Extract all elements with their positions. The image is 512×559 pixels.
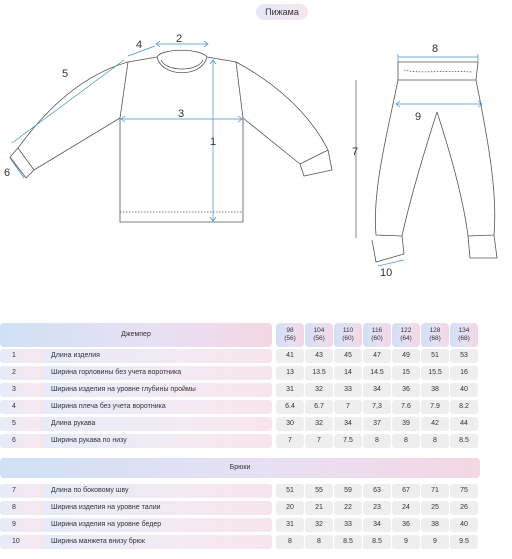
measurement-value: 63: [363, 484, 391, 498]
size-column-header: 98 (56): [276, 323, 304, 347]
row-number: 7: [0, 484, 48, 498]
measurement-value: 8: [305, 535, 333, 549]
jumper-drawing: [10, 50, 332, 222]
measurement-value: 7.6: [392, 400, 420, 414]
measurement-value: 45: [334, 349, 362, 363]
measurement-value: 59: [334, 484, 362, 498]
measurement-value: 23: [363, 501, 391, 515]
measurement-value: 32: [305, 383, 333, 397]
measurement-value: 32: [305, 417, 333, 431]
measurement-value: 67: [392, 484, 420, 498]
measurement-label: Ширина изделия на уровне талии: [43, 501, 272, 515]
measurement-value: 51: [421, 349, 449, 363]
measurement-value: 41: [276, 349, 304, 363]
measurement-value: 33: [334, 518, 362, 532]
measurement-value: 71: [421, 484, 449, 498]
row-number: 1: [0, 349, 48, 363]
measurement-value: 8.5: [450, 434, 478, 448]
dim-label-2: 2: [176, 33, 183, 45]
measurement-value: 25: [421, 501, 449, 515]
measurement-label: Ширина манжета внизу брюк: [43, 535, 272, 549]
pants-measure-lines: [356, 54, 482, 266]
row-number: 8: [0, 501, 48, 515]
measurement-label: Длина изделия: [43, 349, 272, 363]
dim-label-7: 7: [352, 146, 359, 158]
measurement-value: 7: [334, 400, 362, 414]
dim-label-9: 9: [415, 111, 422, 123]
size-column-header: 116 (60): [363, 323, 391, 347]
pants-header: Брюки: [0, 458, 480, 478]
row-number: 9: [0, 518, 48, 532]
measurement-value: 51: [276, 484, 304, 498]
measurement-value: 40: [450, 383, 478, 397]
size-column-header: 128 (68): [421, 323, 449, 347]
measurement-value: 36: [392, 518, 420, 532]
measurement-value: 36: [392, 383, 420, 397]
measurement-value: 13: [276, 366, 304, 380]
dim-label-4: 4: [136, 39, 143, 51]
measurement-value: 75: [450, 484, 478, 498]
measurement-value: 49: [392, 349, 420, 363]
measurement-value: 8.5: [334, 535, 362, 549]
measurement-value: 26: [450, 501, 478, 515]
measurement-label: Ширина плеча без учета воротника: [43, 400, 272, 414]
measurement-value: 47: [363, 349, 391, 363]
measurement-value: 38: [421, 383, 449, 397]
measurement-value: 21: [305, 501, 333, 515]
measurement-value: 7.5: [334, 434, 362, 448]
row-number: 10: [0, 535, 48, 549]
measurement-value: 8.5: [363, 535, 391, 549]
measurement-value: 16: [450, 366, 478, 380]
measurement-value: 55: [305, 484, 333, 498]
measurement-value: 8: [421, 434, 449, 448]
row-number: 5: [0, 417, 48, 431]
measurement-value: 7: [276, 434, 304, 448]
measurement-value: 14: [334, 366, 362, 380]
dim-label-3: 3: [178, 108, 185, 120]
measurement-value: 9.5: [450, 535, 478, 549]
measurement-value: 37: [363, 417, 391, 431]
dim-label-6: 6: [4, 167, 11, 179]
measurement-value: 34: [363, 383, 391, 397]
measurement-value: 8.2: [450, 400, 478, 414]
measurement-label: Ширина изделия на уровне бедер: [43, 518, 272, 532]
size-column-header: 110 (60): [334, 323, 362, 347]
measurement-value: 38: [421, 518, 449, 532]
measurement-value: 13.5: [305, 366, 333, 380]
jumper-header: Джемпер: [0, 323, 272, 347]
row-number: 2: [0, 366, 48, 380]
measurement-label: Ширина горловины без учета воротника: [43, 366, 272, 380]
dim-label-8: 8: [432, 43, 439, 55]
row-number: 4: [0, 400, 48, 414]
measurement-value: 9: [392, 535, 420, 549]
measurement-label: Ширина рукава по низу: [43, 434, 272, 448]
measurement-value: 8: [363, 434, 391, 448]
measurement-value: 15: [392, 366, 420, 380]
measurement-value: 34: [363, 518, 391, 532]
size-column-header: 104 (56): [305, 323, 333, 347]
measurement-value: 7.9: [421, 400, 449, 414]
measurement-value: 22: [334, 501, 362, 515]
dim-label-10: 10: [380, 267, 393, 279]
dim-label-5: 5: [62, 68, 69, 80]
dim-label-1: 1: [210, 136, 217, 148]
measurement-value: 44: [450, 417, 478, 431]
measurement-value: 42: [421, 417, 449, 431]
measurement-label: Ширина изделия на уровне глубины проймы: [43, 383, 272, 397]
measurement-value: 43: [305, 349, 333, 363]
measurement-value: 39: [392, 417, 420, 431]
measurement-value: 31: [276, 518, 304, 532]
measurement-value: 15.5: [421, 366, 449, 380]
jumper-measure-lines: [10, 41, 242, 221]
size-column-header: 134 (68): [450, 323, 478, 347]
measurement-value: 14.5: [363, 366, 391, 380]
measurement-value: 20: [276, 501, 304, 515]
measurement-value: 6.4: [276, 400, 304, 414]
measurement-value: 53: [450, 349, 478, 363]
measurement-value: 6.7: [305, 400, 333, 414]
measurement-value: 31: [276, 383, 304, 397]
measurement-value: 7: [305, 434, 333, 448]
measurement-label: Длина рукава: [43, 417, 272, 431]
measurement-value: 24: [392, 501, 420, 515]
measurement-value: 40: [450, 518, 478, 532]
size-column-header: 122 (64): [392, 323, 420, 347]
measurement-value: 8: [276, 535, 304, 549]
row-number: 6: [0, 434, 48, 448]
measurement-value: 34: [334, 417, 362, 431]
page-title: Пижама: [256, 4, 308, 20]
measurement-value: 33: [334, 383, 362, 397]
measurement-value: 8: [392, 434, 420, 448]
row-number: 3: [0, 383, 48, 397]
measurement-value: 9: [421, 535, 449, 549]
measurement-value: 32: [305, 518, 333, 532]
measurement-label: Длина по боковому шву: [43, 484, 272, 498]
measurement-value: 30: [276, 417, 304, 431]
pants-drawing: [372, 62, 497, 262]
measurement-value: 7,3: [363, 400, 391, 414]
